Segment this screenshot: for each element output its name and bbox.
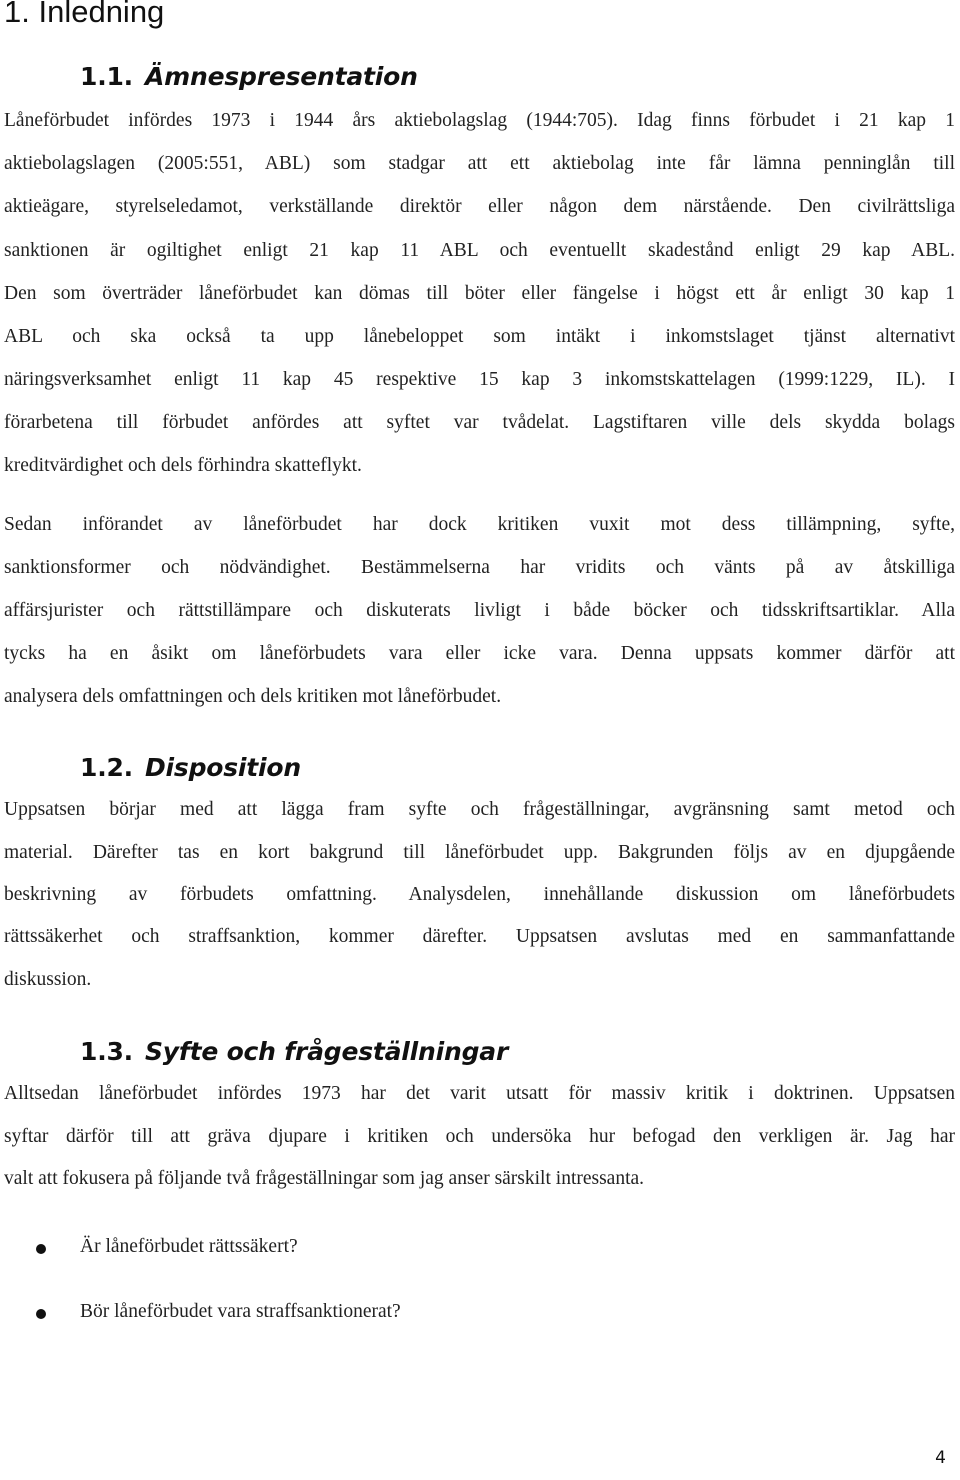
section-heading-1-3 bbox=[80, 1037, 508, 1066]
page-number: 4 bbox=[935, 1448, 946, 1468]
text-line: affärsjurister och rättstillämpare och diskuterats livligt i både böcker och tidsskriftsartiklar. Alla bbox=[4, 600, 955, 621]
text-line: kreditvärdighet och dels förhindra skatteflykt. bbox=[4, 455, 362, 476]
text-line: aktieägare, styrelseledamot, verkställande direktör eller någon dem närstående. Den civilrättsliga bbox=[4, 196, 955, 217]
section-number: 1.2. bbox=[80, 753, 133, 782]
text-line: diskussion. bbox=[4, 969, 92, 990]
text-line: analysera dels omfattningen och dels kritiken mot låneförbudet. bbox=[4, 686, 502, 707]
text-line: rättssäkerhet och straffsanktion, kommer därefter. Uppsatsen avslutas med en sammanfattande bbox=[4, 926, 955, 947]
section-number: 1.3. bbox=[80, 1037, 133, 1066]
text-line: ABL och ska också ta upp lånebeloppet som intäkt i inkomstslaget tjänst alternativt bbox=[4, 326, 955, 347]
text-line: Sedan införandet av låneförbudet har dock kritiken vuxit mot dess tillämpning, syfte, bbox=[4, 514, 955, 535]
bullet-icon bbox=[36, 1244, 46, 1254]
text-line: tycks ha en åsikt om låneförbudets vara eller icke vara. Denna uppsats kommer därför att bbox=[4, 643, 955, 664]
text-line: Den som överträder låneförbudet kan dömas till böter eller fängelse i högst ett år enligt 30 kap 1 bbox=[4, 283, 955, 304]
text-line: Alltsedan låneförbudet infördes 1973 har det varit utsatt för massiv kritik i doktrinen. Uppsatsen bbox=[4, 1083, 955, 1104]
text-line: Låneförbudet infördes 1973 i 1944 års aktiebolagslag (1944:705). Idag finns förbudet i 21 kap 1 bbox=[4, 110, 955, 131]
section-heading-1-1 bbox=[80, 62, 418, 91]
text-line: valt att fokusera på följande två frågeställningar som jag anser särskilt intressanta. bbox=[4, 1168, 645, 1189]
bullet-icon bbox=[36, 1309, 46, 1319]
text-line: material. Därefter tas en kort bakgrund till låneförbudet upp. Bakgrunden följs av en djupgående bbox=[4, 842, 955, 863]
text-line: sanktionsformer och nödvändighet. Bestämmelserna har vridits och vänts på av åtskilliga bbox=[4, 557, 955, 578]
text-line: beskrivning av förbudets omfattning. Analysdelen, innehållande diskussion om låneförbudets bbox=[4, 884, 955, 905]
chapter-heading: 1. Inledning bbox=[4, 0, 165, 29]
text-line: aktiebolagslagen (2005:551, ABL) som stadgar att ett aktiebolag inte får lämna penninglån till bbox=[4, 153, 955, 174]
list-item: Bör låneförbudet vara straffsanktionerat? bbox=[80, 1301, 401, 1322]
text-line: syftar därför till att gräva djupare i kritiken och undersöka hur befogad den verkligen är. Jag har bbox=[4, 1126, 955, 1147]
text-line: näringsverksamhet enligt 11 kap 45 respektive 15 kap 3 inkomstskattelagen (1999:1229, IL). I bbox=[4, 369, 955, 390]
section-title: Syfte och frågeställningar bbox=[144, 1037, 509, 1066]
section-heading-1-2 bbox=[80, 753, 301, 782]
text-line: Uppsatsen börjar med att lägga fram syfte och frågeställningar, avgränsning samt metod och bbox=[4, 799, 955, 820]
section-number: 1.1. bbox=[80, 62, 133, 91]
section-title: Disposition bbox=[144, 753, 301, 782]
list-item: Är låneförbudet rättssäkert? bbox=[80, 1236, 298, 1257]
text-line: sanktionen är ogiltighet enligt 21 kap 11 ABL och eventuellt skadestånd enligt 29 kap ABL. bbox=[4, 240, 955, 261]
section-title: Ämnespresentation bbox=[144, 62, 418, 91]
text-line: förarbetena till förbudet anfördes att syftet var tvådelat. Lagstiftaren ville dels skydda bolags bbox=[4, 412, 955, 433]
